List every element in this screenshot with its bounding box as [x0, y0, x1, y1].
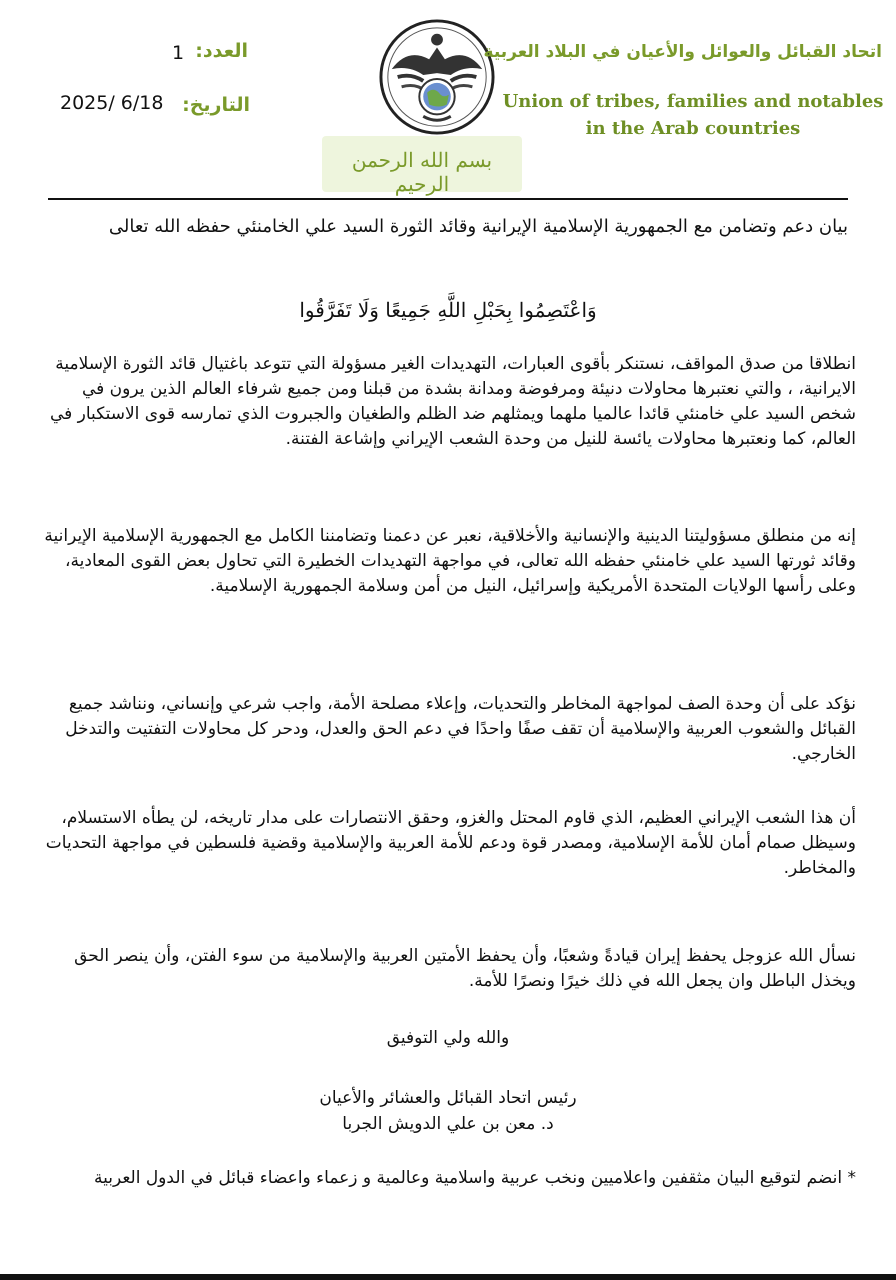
bottom-border — [0, 1274, 896, 1280]
footnote: * انضم لتوقيع البيان مثقفين واعلاميين ونخب عربية واسلامية وعالمية و زعماء واعضاء قبائل في الدول العربية — [93, 1168, 856, 1188]
organization-name-english — [498, 88, 888, 142]
header-divider — [48, 198, 848, 200]
paragraph-5: نسأل الله عزوجل يحفظ إيران قيادةً وشعبًا، وأن يحفظ الأمتين العربية والإسلامية من سوء الفتن، وأن ينصر الحق ويخذل الباطل وان يجعل الله في ذلك خيرًا ونصرًا للأمة. — [74, 946, 856, 991]
basmala-text: بسم الله الرحمن الرحيم — [351, 148, 493, 196]
basmala-calligraphy — [322, 136, 522, 196]
organization-name-english-line2: in the Arab countries — [585, 118, 801, 139]
organization-name-arabic: اتحاد القبائل والعوائل والأعيان في البلاد العربية — [483, 42, 882, 62]
union-emblem-logo — [378, 18, 496, 136]
date-label: التاريخ: — [182, 94, 250, 116]
closing-line: والله ولي التوفيق — [386, 1028, 510, 1048]
paragraph-4: أن هذا الشعب الإيراني العظيم، الذي قاوم المحتل والغزو، وحقق الانتصارات على مدار تاريخه، لن يطأه الاستسلام، وسيظل صمام أمان للأمة الإسلامية، ومصدر قوة ودعم للأمة العربية والإسلامية وقضية فلسطين في مواجهة التحديات والمخاطر. — [45, 808, 856, 878]
letterhead — [0, 0, 896, 200]
signatory-title: رئيس اتحاد القبائل والعشائر والأعيان — [319, 1088, 577, 1108]
issue-label: العدد: — [195, 40, 248, 62]
signatory-name: د. معن بن علي الدويش الجربا — [342, 1114, 554, 1134]
quran-verse: وَاعْتَصِمُوا بِحَبْلِ اللَّهِ جَمِيعًا وَلَا تَفَرَّقُوا — [299, 298, 597, 322]
organization-name-english-line1: Union of tribes, families and notables — [502, 91, 884, 112]
paragraph-2: إنه من منطلق مسؤوليتنا الدينية والإنسانية والأخلاقية، نعبر عن دعمنا وتضامننا الكامل مع الجمهورية الإسلامية الإيرانية وقائد ثورتها السيد علي خامنئي حفظه الله تعالى، في مواجهة التهديدات الخطيرة التي تحاول بعض القوى المعادية، وعلى رأسها الولايات المتحدة الأمريكية وإسرائيل، النيل من أمن وسلامة الجمهورية الإسلامية. — [44, 526, 856, 596]
paragraph-1: انطلاقا من صدق المواقف، نستنكر بأقوى العبارات، التهديدات الغير مسؤولة التي تتوعد باغتيال قائد الثورة الإسلامية الايرانية، ، والتي نعتبرها محاولات دنيئة ومرفوضة ومدانة بشدة من قبلنا ومن جميع شرفاء العالم الذين يرون في شخص السيد علي خامنئي قائدا عالميا ملهما ويمثلهم ضد الظلم والطغيان والجبروت الذي تمارسه قوى الاستكبار في العالم، كما ونعتبرها محاولات يائسة للنيل من وحدة الشعب الإيراني وإشاعة الفتنة. — [49, 354, 856, 449]
issue-number: 1 — [172, 42, 185, 64]
paragraph-3: نؤكد على أن وحدة الصف لمواجهة المخاطر والتحديات، وإعلاء مصلحة الأمة، واجب شرعي وإنساني، ونناشد جميع القبائل والشعوب العربية والإسلامية أن تقف صفًا واحدًا في دعم الحق والعدل، ودحر كل محاولات التفتيت والتدخل الخارجي. — [65, 694, 856, 764]
date-value: 2025/ 6/18 — [60, 92, 164, 114]
statement-title: بيان دعم وتضامن مع الجمهورية الإسلامية الإيرانية وقائد الثورة السيد علي الخامنئي حفظه الله تعالى — [108, 216, 848, 237]
